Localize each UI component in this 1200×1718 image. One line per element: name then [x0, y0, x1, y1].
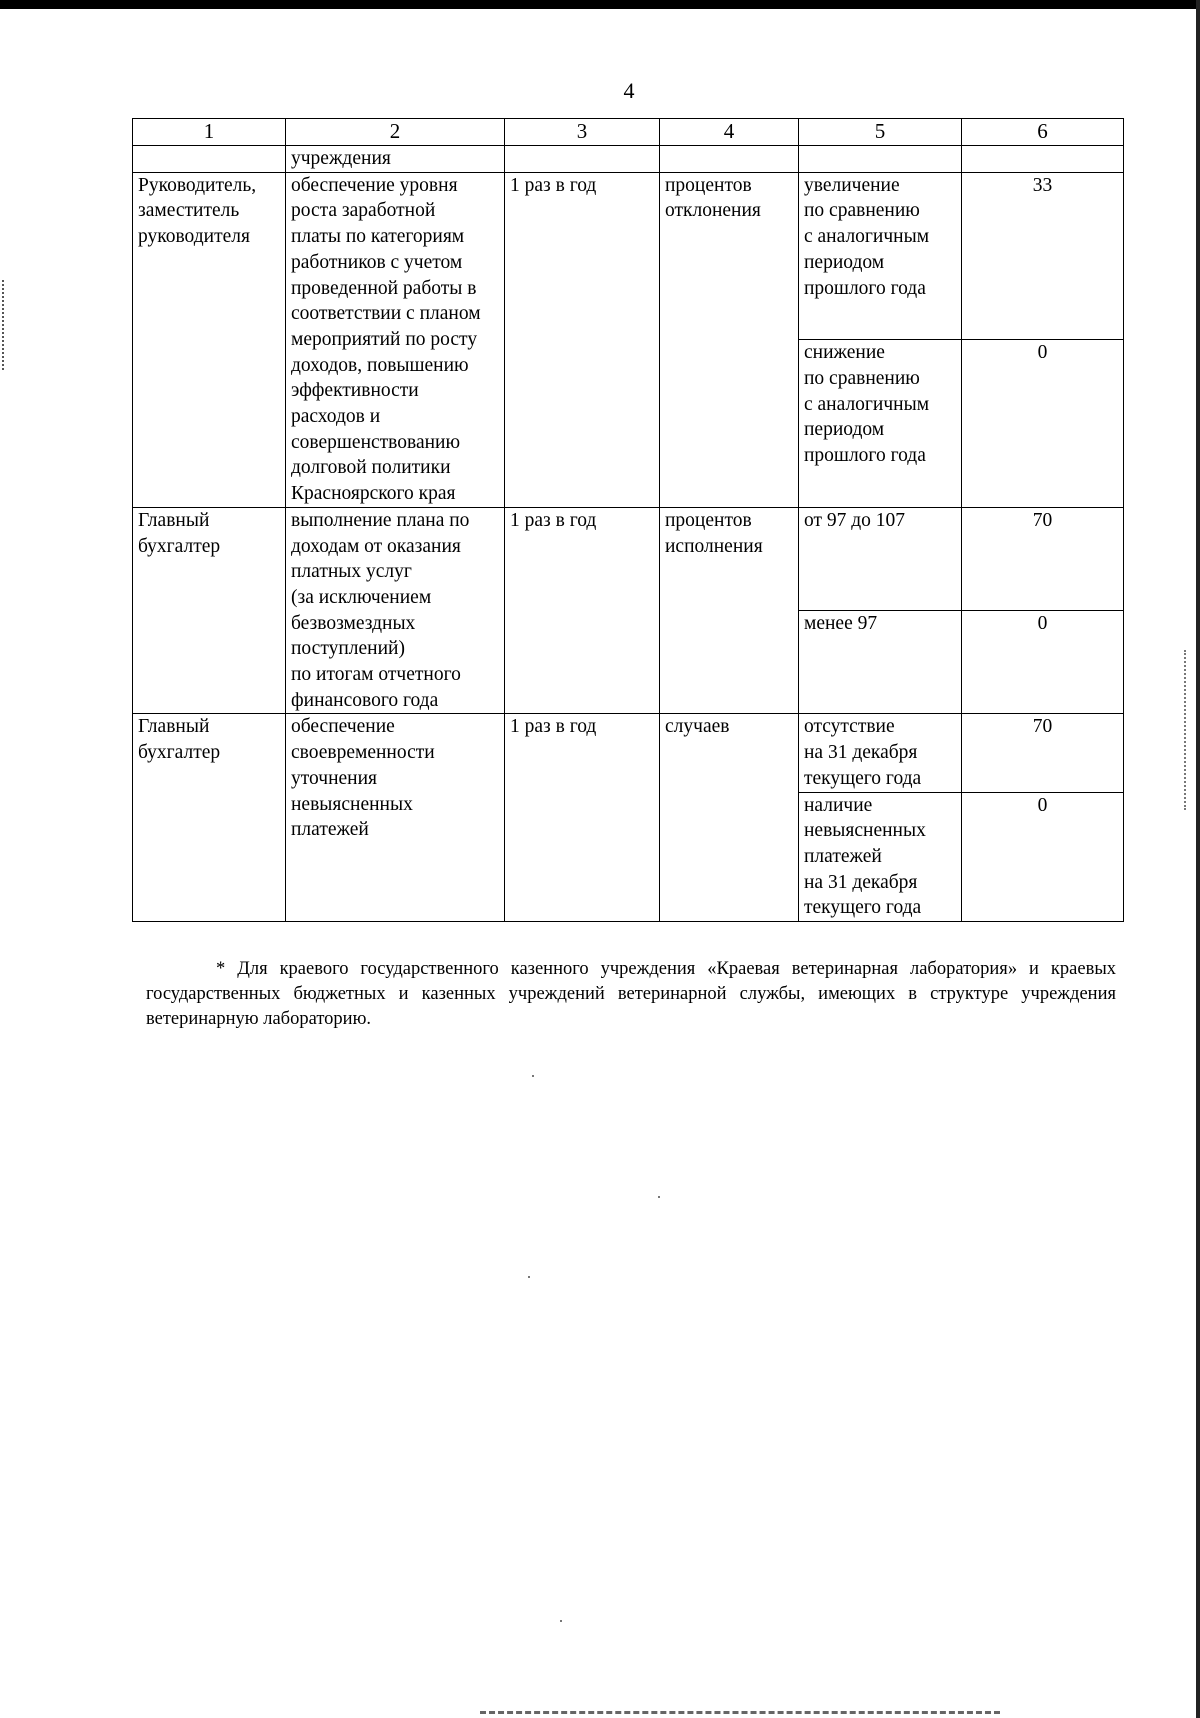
cell-line: от 97 до 107	[804, 509, 906, 531]
scan-artifact-right	[1184, 650, 1188, 810]
position-cell	[133, 714, 286, 922]
cell-line: платных услуг	[291, 561, 412, 583]
score-cell: 0	[962, 340, 1124, 508]
cell-line: по итогам отчетного	[291, 664, 461, 686]
cell-line: прошлого года	[804, 277, 926, 299]
cell-line: увеличение	[804, 174, 900, 196]
cell-line: совершенствованию	[291, 431, 461, 453]
cell-line: наличие	[804, 794, 873, 816]
score-cell: 0	[962, 611, 1124, 714]
cell-line: невыясненных	[804, 820, 926, 842]
cell-line: поступлений)	[291, 638, 405, 660]
page-number: 4	[623, 78, 635, 103]
indicator-cell	[286, 172, 505, 507]
period-cell: 1 раз в год	[505, 507, 660, 714]
empty-cell	[505, 146, 660, 173]
scan-border-top	[0, 0, 1200, 9]
cell-line: соответствии с планом	[291, 303, 481, 325]
cell-line: выполнение плана по	[291, 509, 470, 531]
score-cell: 33	[962, 172, 1124, 340]
unit-cell	[660, 172, 799, 507]
cell-line: по сравнению	[804, 367, 920, 389]
cell-line: бухгалтер	[138, 742, 221, 764]
cell-line: невыясненных	[291, 793, 413, 815]
scan-border-right	[1196, 0, 1200, 1718]
cell-line: заместитель	[138, 200, 240, 222]
cell-line: текущего года	[804, 897, 922, 919]
cell-line: менее 97	[804, 613, 878, 635]
cell-line: с аналогичным	[804, 393, 930, 415]
cell-line: Красноярского края	[291, 483, 456, 505]
criteria-table	[132, 118, 1124, 922]
cell-line: расходов и	[291, 406, 381, 428]
empty-cell	[133, 146, 286, 173]
cell-line: периодом	[804, 251, 885, 273]
cell-line: на 31 декабря	[804, 742, 918, 764]
cell-line: процентов	[665, 509, 752, 531]
scan-artifact-bottom	[480, 1711, 1000, 1714]
cell-line: бухгалтер	[138, 535, 221, 557]
cell-line: платежей	[804, 845, 882, 867]
cell-line: мероприятий по росту	[291, 328, 478, 350]
cell-line: прошлого года	[804, 445, 926, 467]
position-cell	[133, 172, 286, 507]
unit-cell	[660, 714, 799, 922]
criterion-cell	[799, 611, 962, 714]
table-row	[133, 507, 1124, 610]
cell-line: руководителя	[138, 226, 250, 248]
cell-line: с аналогичным	[804, 226, 930, 248]
cell-line: исполнения	[665, 535, 763, 557]
indicator-cell	[286, 714, 505, 922]
cell-line: отсутствие	[804, 716, 895, 738]
header-cell: 3	[505, 119, 660, 146]
score-cell: 70	[962, 507, 1124, 610]
scan-speck	[532, 1075, 534, 1077]
cell-line: на 31 декабря	[804, 871, 918, 893]
empty-cell	[660, 146, 799, 173]
cell-line: Главный	[138, 509, 210, 531]
cell-line: безвозмездных	[291, 612, 416, 634]
header-cell: 1	[133, 119, 286, 146]
scan-speck	[560, 1620, 562, 1622]
cell-line: по сравнению	[804, 200, 920, 222]
unit-cell	[660, 507, 799, 714]
cell-line: процентов	[665, 174, 752, 196]
cell-line: отклонения	[665, 200, 761, 222]
cell-line: финансового года	[291, 689, 439, 711]
criterion-cell	[799, 507, 962, 610]
table-row	[133, 172, 1124, 340]
period-cell: 1 раз в год	[505, 172, 660, 507]
cell-line: обеспечение	[291, 716, 395, 738]
cell-line: платы по категориям	[291, 226, 465, 248]
continuation-row	[133, 146, 1124, 173]
indicator-cell: учреждения	[286, 146, 505, 173]
header-cell: 6	[962, 119, 1124, 146]
cell-line: роста заработной	[291, 200, 436, 222]
footnote: * Для краевого государственного казенного учреждения «Краевая ветеринарная лаборатория» и краевых государственных бюджетных и казенных учреждений ветеринарной службы, имеющих в структуре учреждения ветеринарную лабораторию.	[146, 959, 1116, 1029]
indicator-cell	[286, 507, 505, 714]
header-cell: 4	[660, 119, 799, 146]
header-cell: 2	[286, 119, 505, 146]
table-row	[133, 714, 1124, 792]
cell-line: Руководитель,	[138, 174, 257, 196]
position-cell	[133, 507, 286, 714]
cell-line: текущего года	[804, 767, 922, 789]
scan-speck	[528, 1276, 530, 1278]
cell-line: случаев	[665, 716, 730, 738]
cell-line: доходам от оказания	[291, 535, 461, 557]
empty-cell	[799, 146, 962, 173]
cell-line: периодом	[804, 419, 885, 441]
criterion-cell	[799, 172, 962, 340]
cell-line: доходов, повышению	[291, 354, 469, 376]
scan-artifact-left	[2, 280, 6, 370]
criterion-cell	[799, 792, 962, 922]
cell-line: своевременности	[291, 742, 435, 764]
criteria-table-body	[133, 119, 1124, 922]
cell-line: работников с учетом	[291, 251, 463, 273]
header-cell: 5	[799, 119, 962, 146]
criterion-cell	[799, 340, 962, 508]
criterion-cell	[799, 714, 962, 792]
cell-line: Главный	[138, 716, 210, 738]
cell-line: долговой политики	[291, 457, 451, 479]
cell-line: снижение	[804, 342, 885, 364]
score-cell: 0	[962, 792, 1124, 922]
table-header-row	[133, 119, 1124, 146]
cell-line: платежей	[291, 819, 369, 841]
score-cell: 70	[962, 714, 1124, 792]
cell-line: обеспечение уровня	[291, 174, 458, 196]
period-cell: 1 раз в год	[505, 714, 660, 922]
cell-line: эффективности	[291, 380, 419, 402]
empty-cell	[962, 146, 1124, 173]
cell-line: (за исключением	[291, 586, 432, 608]
scan-speck	[658, 1196, 660, 1198]
cell-line: уточнения	[291, 767, 377, 789]
cell-line: проведенной работы в	[291, 277, 477, 299]
